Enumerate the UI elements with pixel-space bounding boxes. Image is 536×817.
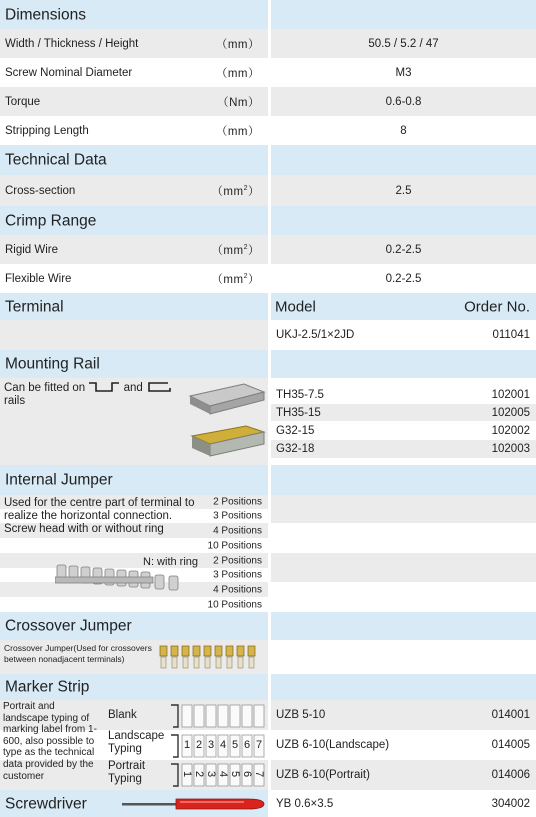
list-item: UZB 6-10(Portrait) 014006: [271, 760, 536, 790]
order-header: Order No.: [464, 298, 530, 315]
section-title-terminal: Terminal: [5, 297, 64, 315]
spec-value: 0.2-2.5: [385, 272, 422, 285]
section-title-crimp: Crimp Range: [5, 211, 97, 229]
section-title-jumper: Internal Jumper: [5, 471, 113, 489]
jumper-body: [0, 495, 536, 612]
ring-label: N: with ring: [143, 556, 199, 568]
terminal-row: [0, 320, 536, 350]
spec-row: [0, 29, 536, 58]
spec-label: Stripping Length: [5, 124, 89, 137]
internal-jumper-image: [55, 557, 185, 595]
din-rail-image: [188, 382, 266, 416]
list-item: UZB 5-10 014001: [271, 700, 536, 730]
spec-unit: $(mm^2)$: [211, 184, 260, 198]
section-title-marker: Marker Strip: [5, 678, 90, 696]
spec-row: [0, 235, 536, 264]
list-item: TH35-7.5 102001: [276, 389, 530, 401]
position-count: 10 Positions: [207, 599, 262, 610]
marker-header: [0, 674, 536, 700]
spec-value: 0.2-2.5: [385, 243, 422, 256]
mounting-desc: Can be fitted on and rails: [4, 381, 172, 408]
position-count: 2 Positions: [213, 555, 262, 566]
screwdriver-image: [120, 793, 266, 815]
model-value: UKJ-2.5/1×2JD: [276, 329, 355, 341]
order-value: 304002: [491, 797, 530, 810]
section-title-dimensions: Dimensions: [5, 5, 86, 23]
g-rail-icon: [146, 381, 172, 393]
terminal-header: [0, 293, 536, 320]
top-hat-rail-icon: [88, 381, 120, 393]
mounting-body: [0, 378, 536, 465]
dimensions-header: [0, 0, 536, 29]
position-count: 3 Positions: [213, 569, 262, 581]
spec-row: [0, 264, 536, 293]
spec-label: Torque: [5, 95, 41, 108]
spec-label: Cross-section: [5, 184, 76, 197]
marker-type-label: Blank: [108, 709, 137, 721]
list-item: UZB 6-10(Landscape) 014005: [271, 730, 536, 760]
list-item: G32-15 102002: [276, 424, 530, 437]
model-value: YB 0.6×3.5: [276, 797, 334, 810]
marker-strip-portrait-image: 1 2 3 4 5 6 7: [170, 762, 266, 788]
position-count: 4 Positions: [213, 525, 262, 536]
screwdriver-row: [0, 790, 536, 817]
section-title-technical: Technical Data: [5, 151, 107, 169]
marker-body: [0, 700, 536, 790]
spec-row: [0, 116, 536, 145]
spec-unit: $(mm^2)$: [211, 243, 260, 257]
crossover-body: [0, 640, 536, 674]
section-title-screwdriver: Screwdriver: [5, 794, 87, 812]
spec-value: 50.5 / 5.2 / 47: [368, 37, 439, 50]
spec-row: [0, 175, 536, 206]
marker-strip-landscape-image: 1 2 3 4 5 6 7: [170, 733, 266, 759]
list-item: TH35-15 102005: [271, 404, 536, 421]
crossover-desc: Crossover Jumper(Used for crossovers between nonadjacent terminals): [4, 643, 152, 664]
spec-unit: （mm）: [215, 125, 260, 138]
model-header: Model: [275, 298, 316, 315]
spec-label: Width / Thickness / Height: [5, 37, 139, 50]
mounting-header: [0, 350, 536, 378]
spec-unit: （Nm）: [217, 96, 260, 109]
crossover-jumper-image: [158, 642, 266, 672]
spec-label: Flexible Wire: [5, 272, 72, 285]
spec-value: 0.6-0.8: [385, 95, 422, 108]
order-value: 011041: [492, 329, 530, 341]
spec-row: [0, 87, 536, 116]
marker-strip-blank-image: [170, 703, 266, 729]
spec-label: Screw Nominal Diameter: [5, 66, 133, 79]
position-count: 3 Positions: [213, 510, 262, 522]
jumper-header: [0, 465, 536, 495]
crossover-header: [0, 612, 536, 640]
jumper-desc: Used for the centre part of terminal to realize the horizontal connection. Screw head with or without ring: [4, 497, 195, 535]
marker-type-label: Landscape Typing: [108, 730, 165, 755]
position-count: 2 Positions: [213, 496, 262, 508]
spec-value: M3: [395, 66, 412, 79]
technical-header: [0, 145, 536, 175]
spec-value: 8: [400, 124, 407, 137]
position-count: 10 Positions: [207, 540, 262, 551]
spec-value: 2.5: [395, 184, 412, 197]
spec-unit: $(mm^2)$: [211, 272, 260, 286]
spec-unit: （mm）: [215, 67, 260, 80]
marker-desc: Portrait and landscape typing of marking label from 1- 600, also possible to type as the technical data provided by the customer: [3, 701, 97, 782]
crimp-header: [0, 206, 536, 235]
section-title-crossover: Crossover Jumper: [5, 617, 132, 635]
spec-row: [0, 58, 536, 87]
section-title-mounting: Mounting Rail: [5, 355, 100, 373]
marker-type-label: Portrait Typing: [108, 760, 146, 785]
list-item: G32-18 102003: [271, 440, 536, 458]
spec-unit: （mm）: [215, 38, 260, 51]
position-count: 4 Positions: [213, 584, 262, 595]
g-rail-image: [188, 424, 266, 458]
spec-label: Rigid Wire: [5, 243, 59, 256]
